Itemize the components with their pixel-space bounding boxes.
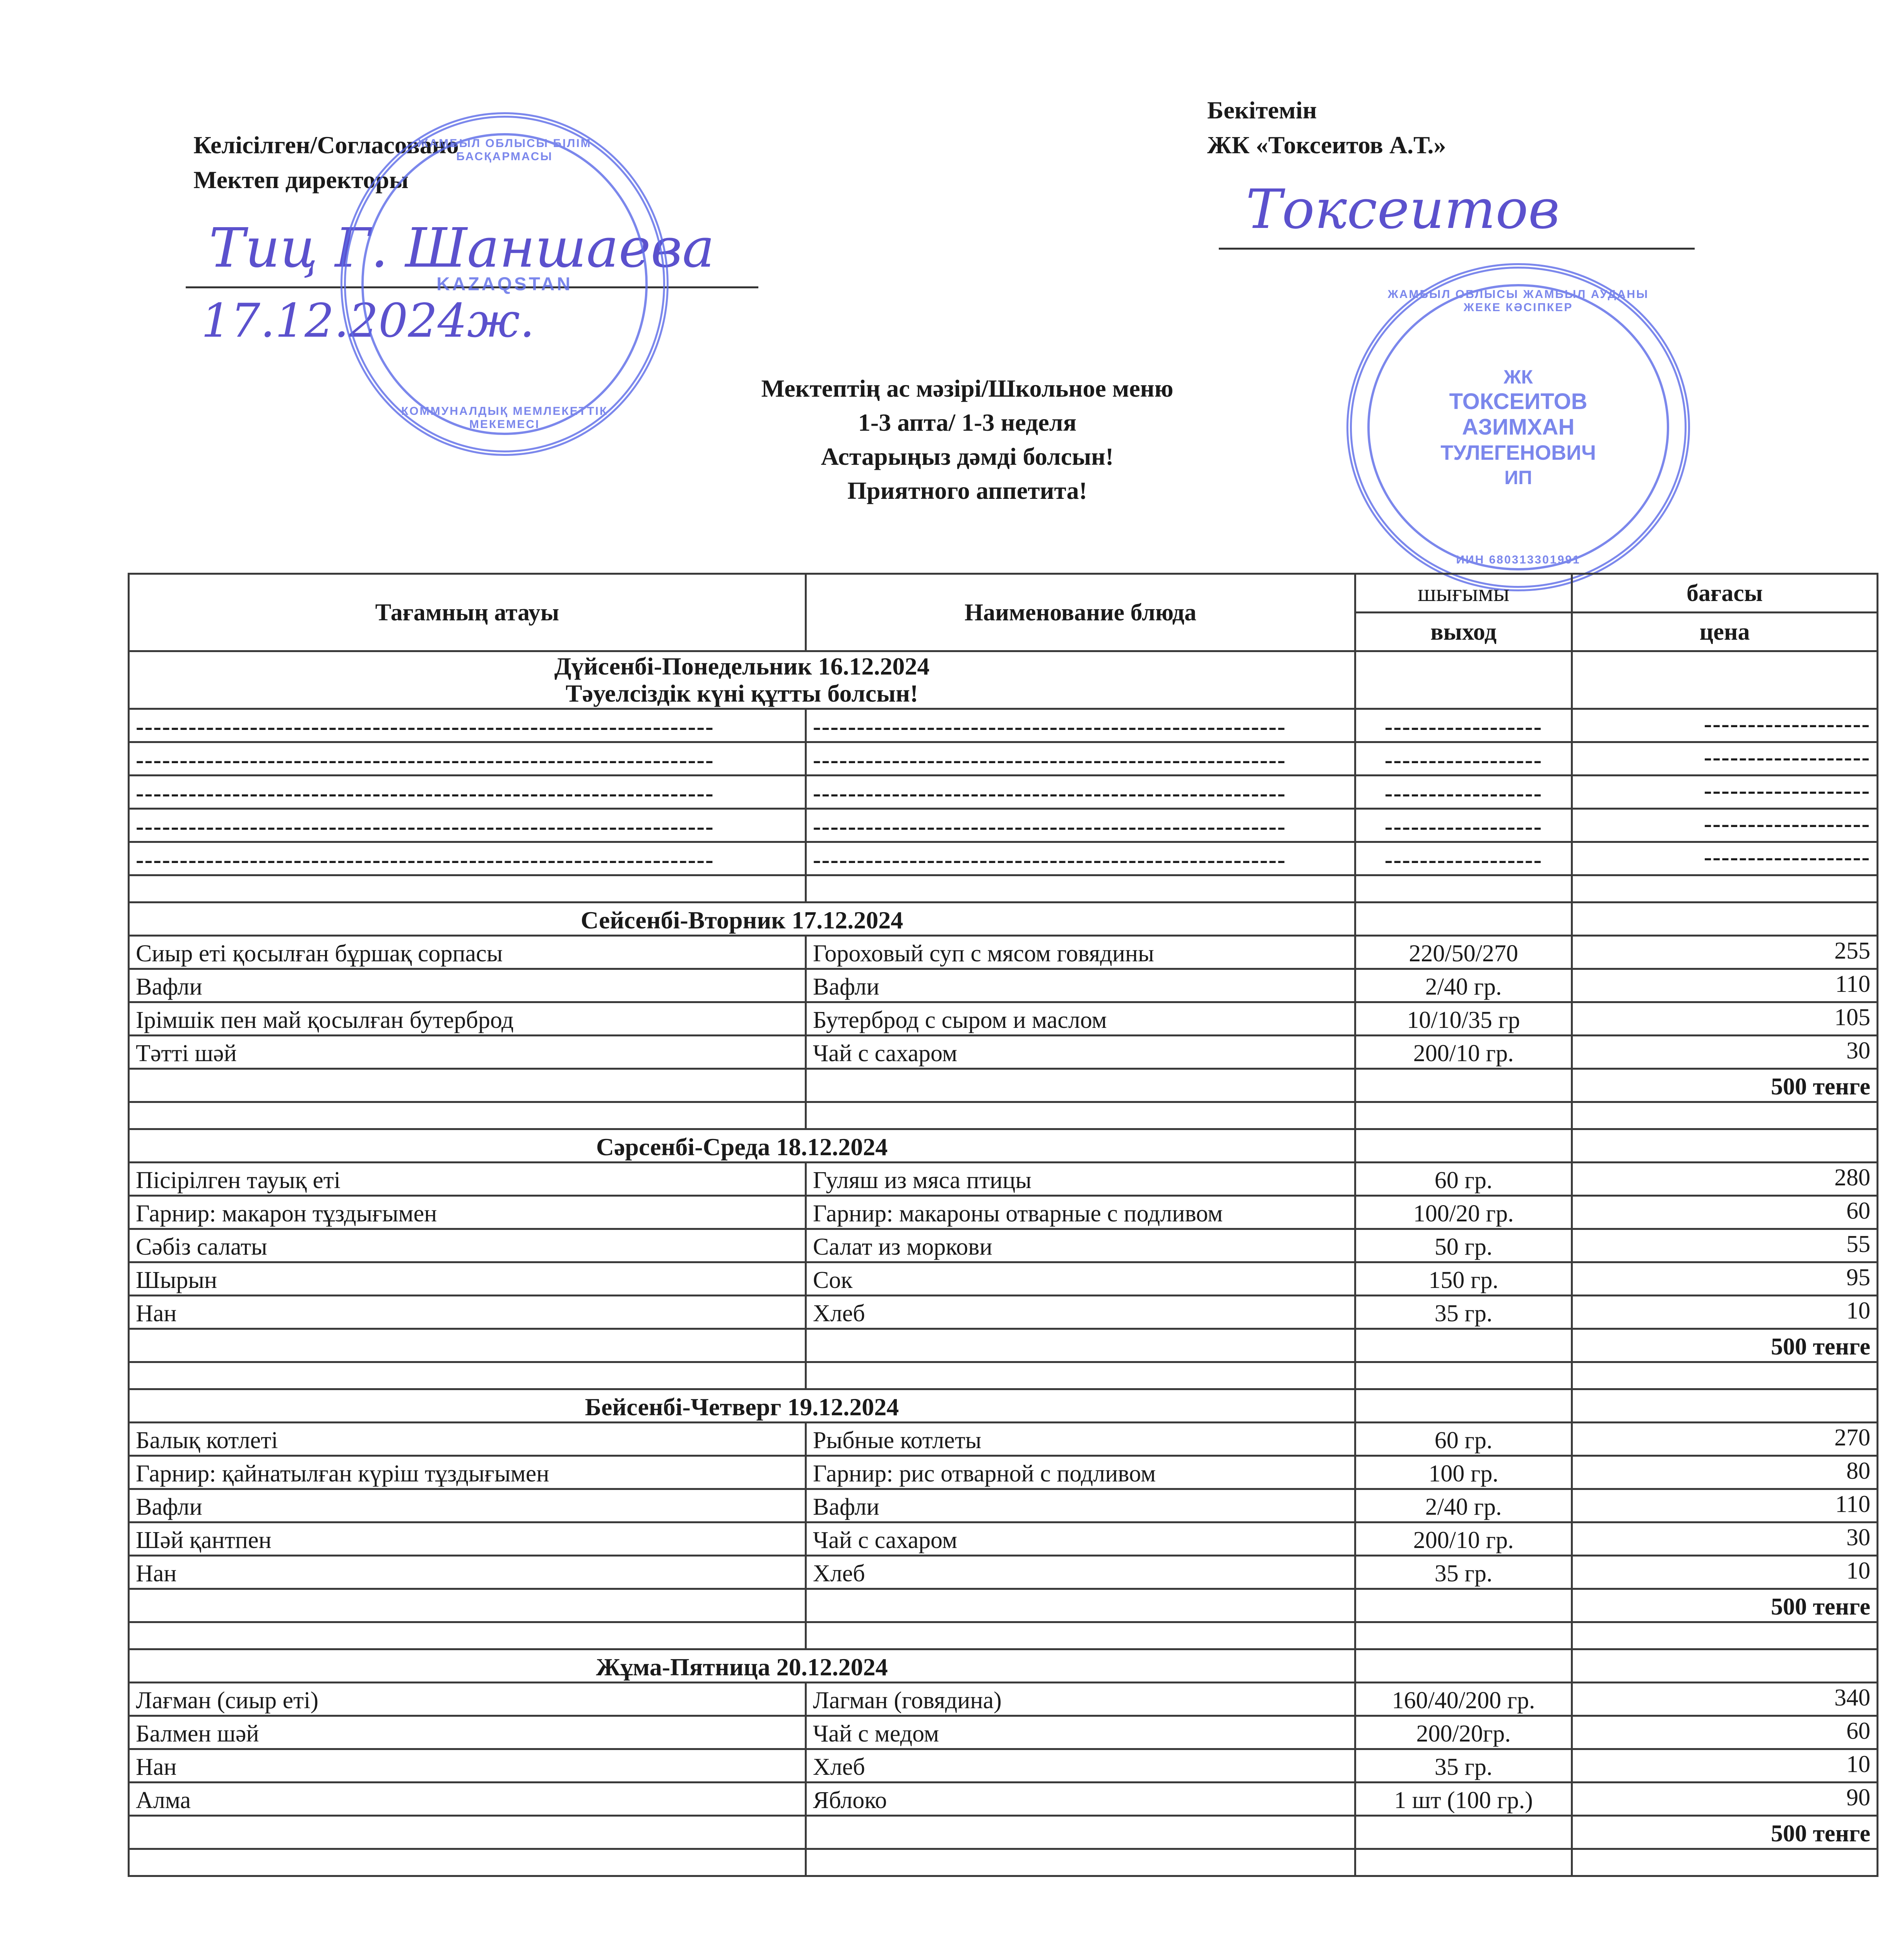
dash-ru: ------------------------------------------------------ bbox=[806, 742, 1355, 776]
stamp-line-1: ЖК bbox=[1504, 366, 1533, 388]
dish-name-kz: Сәбіз салаты bbox=[129, 1229, 806, 1262]
spacer-cell bbox=[806, 875, 1355, 902]
menu-item-row bbox=[129, 1002, 1878, 1036]
dish-name-kz: Вафли bbox=[129, 969, 806, 1002]
day-title-cell bbox=[129, 1649, 1355, 1683]
dish-yield: 10/10/35 гр bbox=[1355, 1002, 1572, 1036]
day-price-empty bbox=[1572, 902, 1878, 936]
spacer-cell bbox=[129, 1362, 806, 1389]
dash-kz: ------------------------------------------------------------------ bbox=[129, 809, 806, 842]
entrepreneur-stamp bbox=[1346, 263, 1690, 591]
dish-yield: 200/20гр. bbox=[1355, 1716, 1572, 1749]
total-empty-kz bbox=[129, 1816, 806, 1849]
title-line-2: 1-3 апта/ 1-3 неделя bbox=[858, 409, 1077, 436]
dish-name-ru: Гарнир: рис отварной с подливом bbox=[806, 1456, 1355, 1489]
dash-yield: ------------------ bbox=[1355, 776, 1572, 809]
day-price-empty bbox=[1572, 1129, 1878, 1163]
dish-price: 280 bbox=[1572, 1163, 1878, 1196]
placeholder-row bbox=[129, 709, 1878, 742]
spacer-cell bbox=[1572, 1622, 1878, 1649]
dish-price: 340 bbox=[1572, 1683, 1878, 1716]
confirm-block bbox=[1207, 93, 1446, 163]
total-empty-yield bbox=[1355, 1069, 1572, 1102]
dash-yield: ------------------ bbox=[1355, 809, 1572, 842]
dish-yield: 100/20 гр. bbox=[1355, 1196, 1572, 1229]
dish-name-kz: Нан bbox=[129, 1749, 806, 1783]
dish-yield: 50 гр. bbox=[1355, 1229, 1572, 1262]
dish-name-kz: Вафли bbox=[129, 1489, 806, 1522]
dish-yield: 2/40 гр. bbox=[1355, 1489, 1572, 1522]
day-title: Дүйсенбі-Понедельник 16.12.2024 bbox=[554, 652, 930, 680]
menu-item-row bbox=[129, 1456, 1878, 1489]
total-empty-kz bbox=[129, 1329, 806, 1362]
day-yield-empty bbox=[1355, 1389, 1572, 1423]
title-line-3: Астарыңыз дәмді болсын! bbox=[821, 443, 1114, 470]
dish-name-kz: Шырын bbox=[129, 1262, 806, 1296]
confirm-signature: Токсеитов bbox=[1246, 178, 1560, 241]
dish-price: 10 bbox=[1572, 1296, 1878, 1329]
total-empty-ru bbox=[806, 1069, 1355, 1102]
dash-yield: ------------------ bbox=[1355, 842, 1572, 875]
header-yield-kz: шығымы bbox=[1355, 574, 1572, 613]
dish-name-kz: Сиыр еті қосылған бұршақ сорпасы bbox=[129, 936, 806, 969]
day-title-cell bbox=[129, 902, 1355, 936]
stamp-line-3: АЗИМХАН bbox=[1462, 414, 1575, 440]
day-total-row bbox=[129, 1069, 1878, 1102]
confirm-label: Бекітемін bbox=[1207, 96, 1317, 124]
total-empty-yield bbox=[1355, 1589, 1572, 1622]
header-yield-ru: выход bbox=[1355, 613, 1572, 651]
school-stamp bbox=[340, 112, 669, 456]
stamp-emblem-label: KAZAQSTAN bbox=[436, 274, 573, 295]
dish-name-kz: Пісірілген тауық еті bbox=[129, 1163, 806, 1196]
dish-price: 10 bbox=[1572, 1749, 1878, 1783]
spacer-cell bbox=[1572, 1102, 1878, 1129]
spacer-cell bbox=[1572, 1849, 1878, 1876]
approved-role: Мектеп директоры bbox=[193, 166, 409, 194]
dish-yield: 200/10 гр. bbox=[1355, 1522, 1572, 1556]
dish-name-kz: Гарнир: қайнатылған күріш тұздығымен bbox=[129, 1456, 806, 1489]
day-header-row bbox=[129, 1389, 1878, 1423]
title-line-4: Приятного аппетита! bbox=[847, 477, 1087, 504]
dash-price: ------------------- bbox=[1572, 842, 1878, 875]
dish-price: 110 bbox=[1572, 969, 1878, 1002]
spacer-cell bbox=[1355, 875, 1572, 902]
director-signature-date: 17.12.2024ж. bbox=[201, 294, 535, 348]
dish-yield: 2/40 гр. bbox=[1355, 969, 1572, 1002]
spacer-cell bbox=[806, 1622, 1355, 1649]
dash-yield: ------------------ bbox=[1355, 709, 1572, 742]
day-yield-empty bbox=[1355, 902, 1572, 936]
menu-item-row bbox=[129, 936, 1878, 969]
total-empty-ru bbox=[806, 1589, 1355, 1622]
dish-name-kz: Тәтті шәй bbox=[129, 1036, 806, 1069]
menu-table bbox=[128, 573, 1878, 1877]
dash-kz: ------------------------------------------------------------------ bbox=[129, 842, 806, 875]
menu-item-row bbox=[129, 1522, 1878, 1556]
day-title-cell bbox=[129, 1389, 1355, 1423]
dash-ru: ------------------------------------------------------ bbox=[806, 776, 1355, 809]
spacer-cell bbox=[1355, 1362, 1572, 1389]
placeholder-row bbox=[129, 776, 1878, 809]
dish-price: 80 bbox=[1572, 1456, 1878, 1489]
dash-price: ------------------- bbox=[1572, 809, 1878, 842]
menu-body bbox=[129, 651, 1878, 1876]
dish-yield: 60 гр. bbox=[1355, 1423, 1572, 1456]
dish-name-ru: Салат из моркови bbox=[806, 1229, 1355, 1262]
dish-price: 255 bbox=[1572, 936, 1878, 969]
spacer-row bbox=[129, 1849, 1878, 1876]
dash-ru: ------------------------------------------------------ bbox=[806, 809, 1355, 842]
day-total: 500 тенге bbox=[1572, 1329, 1878, 1362]
dish-price: 110 bbox=[1572, 1489, 1878, 1522]
spacer-row bbox=[129, 1622, 1878, 1649]
dash-yield: ------------------ bbox=[1355, 742, 1572, 776]
dash-price: ------------------- bbox=[1572, 709, 1878, 742]
dish-name-ru: Чай с медом bbox=[806, 1716, 1355, 1749]
menu-item-row bbox=[129, 1749, 1878, 1783]
menu-item-row bbox=[129, 1196, 1878, 1229]
spacer-cell bbox=[129, 875, 806, 902]
dish-name-ru: Хлеб bbox=[806, 1296, 1355, 1329]
dish-price: 60 bbox=[1572, 1716, 1878, 1749]
day-yield-empty bbox=[1355, 651, 1572, 709]
dish-price: 10 bbox=[1572, 1556, 1878, 1589]
director-signature: Тиц Г. Шаншаева bbox=[209, 217, 715, 280]
dish-yield: 1 шт (100 гр.) bbox=[1355, 1783, 1572, 1816]
placeholder-row bbox=[129, 842, 1878, 875]
total-empty-ru bbox=[806, 1329, 1355, 1362]
spacer-cell bbox=[806, 1849, 1355, 1876]
dish-name-ru: Хлеб bbox=[806, 1556, 1355, 1589]
dish-name-ru: Вафли bbox=[806, 1489, 1355, 1522]
day-title: Сейсенбі-Вторник 17.12.2024 bbox=[580, 906, 903, 934]
dish-name-ru: Чай с сахаром bbox=[806, 1036, 1355, 1069]
day-title: Жұма-Пятница 20.12.2024 bbox=[596, 1653, 888, 1681]
dish-name-kz: Алма bbox=[129, 1783, 806, 1816]
stamp-line-5: ИП bbox=[1504, 467, 1532, 488]
dish-name-ru: Вафли bbox=[806, 969, 1355, 1002]
menu-item-row bbox=[129, 1163, 1878, 1196]
spacer-cell bbox=[1355, 1102, 1572, 1129]
day-price-empty bbox=[1572, 1649, 1878, 1683]
menu-item-row bbox=[129, 1036, 1878, 1069]
header-price-kz: бағасы bbox=[1572, 574, 1878, 613]
total-empty-yield bbox=[1355, 1816, 1572, 1849]
dish-yield: 200/10 гр. bbox=[1355, 1036, 1572, 1069]
day-total: 500 тенге bbox=[1572, 1816, 1878, 1849]
dish-price: 105 bbox=[1572, 1002, 1878, 1036]
dish-name-kz: Балмен шәй bbox=[129, 1716, 806, 1749]
spacer-cell bbox=[806, 1102, 1355, 1129]
dish-name-kz: Балық котлеті bbox=[129, 1423, 806, 1456]
dash-kz: ------------------------------------------------------------------ bbox=[129, 709, 806, 742]
menu-item-row bbox=[129, 969, 1878, 1002]
dish-price: 270 bbox=[1572, 1423, 1878, 1456]
stamp-line-4: ТУЛЕГЕНОВИЧ bbox=[1440, 441, 1596, 464]
dish-name-kz: Гарнир: макарон тұздығымен bbox=[129, 1196, 806, 1229]
dish-name-kz: Нан bbox=[129, 1556, 806, 1589]
menu-item-row bbox=[129, 1783, 1878, 1816]
dish-price: 55 bbox=[1572, 1229, 1878, 1262]
day-title-cell bbox=[129, 651, 1355, 709]
dish-price: 30 bbox=[1572, 1036, 1878, 1069]
stamp-ring-top: ЖАМБЫЛ ОБЛЫСЫ ЖАМБЫЛ АУДАНЫ ЖЕКЕ КӘСІПКЕР bbox=[1387, 288, 1649, 314]
header-price-ru: цена bbox=[1572, 613, 1878, 651]
spacer-cell bbox=[129, 1622, 806, 1649]
spacer-cell bbox=[1572, 1362, 1878, 1389]
day-header-row bbox=[129, 1129, 1878, 1163]
day-subtitle: Тәуелсіздік күні құтты болсын! bbox=[565, 680, 919, 707]
dish-price: 60 bbox=[1572, 1196, 1878, 1229]
dish-name-ru: Гороховый суп с мясом говядины bbox=[806, 936, 1355, 969]
approved-label: Келісілген/Согласовано bbox=[193, 131, 459, 159]
spacer-cell bbox=[806, 1362, 1355, 1389]
day-header-row bbox=[129, 902, 1878, 936]
spacer-row bbox=[129, 1102, 1878, 1129]
dash-ru: ------------------------------------------------------ bbox=[806, 842, 1355, 875]
dish-price: 30 bbox=[1572, 1522, 1878, 1556]
dish-name-kz: Нан bbox=[129, 1296, 806, 1329]
document-title bbox=[638, 372, 1296, 508]
confirm-org: ЖК «Токсеитов А.Т.» bbox=[1207, 131, 1446, 159]
dish-name-ru: Лагман (говядина) bbox=[806, 1683, 1355, 1716]
menu-item-row bbox=[129, 1262, 1878, 1296]
dash-price: ------------------- bbox=[1572, 742, 1878, 776]
total-empty-kz bbox=[129, 1069, 806, 1102]
dish-name-ru: Гарнир: макароны отварные с подливом bbox=[806, 1196, 1355, 1229]
stamp-ring-top: ЖАМБЫЛ ОБЛЫСЫ БІЛІМ БАСҚАРМАСЫ bbox=[417, 137, 592, 163]
dish-yield: 60 гр. bbox=[1355, 1163, 1572, 1196]
menu-item-row bbox=[129, 1556, 1878, 1589]
dish-name-kz: Лағман (сиыр еті) bbox=[129, 1683, 806, 1716]
dish-price: 95 bbox=[1572, 1262, 1878, 1296]
dish-name-ru: Яблоко bbox=[806, 1783, 1355, 1816]
day-title-cell bbox=[129, 1129, 1355, 1163]
placeholder-row bbox=[129, 742, 1878, 776]
dish-yield: 35 гр. bbox=[1355, 1556, 1572, 1589]
day-total: 500 тенге bbox=[1572, 1069, 1878, 1102]
dish-name-ru: Сок bbox=[806, 1262, 1355, 1296]
stamp-line-2: ТОКСЕИТОВ bbox=[1449, 389, 1588, 414]
day-price-empty bbox=[1572, 651, 1878, 709]
day-total-row bbox=[129, 1329, 1878, 1362]
confirm-signature-line bbox=[1219, 248, 1695, 250]
menu-item-row bbox=[129, 1229, 1878, 1262]
day-total-row bbox=[129, 1816, 1878, 1849]
title-line-1: Мектептің ас мәзірі/Школьное меню bbox=[761, 375, 1174, 402]
stamp-inner-ring bbox=[361, 133, 648, 435]
dish-yield: 150 гр. bbox=[1355, 1262, 1572, 1296]
spacer-cell bbox=[129, 1849, 806, 1876]
stamp-ring-bottom: ИИН 680313301991 bbox=[1456, 553, 1581, 566]
spacer-cell bbox=[1355, 1622, 1572, 1649]
spacer-cell bbox=[1355, 1849, 1572, 1876]
day-title: Бейсенбі-Четверг 19.12.2024 bbox=[585, 1393, 899, 1421]
day-header-row bbox=[129, 1649, 1878, 1683]
day-price-empty bbox=[1572, 1389, 1878, 1423]
dish-price: 90 bbox=[1572, 1783, 1878, 1816]
dish-name-ru: Чай с сахаром bbox=[806, 1522, 1355, 1556]
dish-yield: 220/50/270 bbox=[1355, 936, 1572, 969]
day-header-row bbox=[129, 651, 1878, 709]
dish-yield: 35 гр. bbox=[1355, 1749, 1572, 1783]
menu-item-row bbox=[129, 1489, 1878, 1522]
dish-name-kz: Шәй қантпен bbox=[129, 1522, 806, 1556]
stamp-inner-ring bbox=[1367, 284, 1669, 570]
total-empty-ru bbox=[806, 1816, 1355, 1849]
menu-item-row bbox=[129, 1716, 1878, 1749]
dash-kz: ------------------------------------------------------------------ bbox=[129, 742, 806, 776]
header-name-kz: Тағамның атауы bbox=[129, 574, 806, 651]
spacer-row bbox=[129, 875, 1878, 902]
menu-item-row bbox=[129, 1683, 1878, 1716]
dish-yield: 160/40/200 гр. bbox=[1355, 1683, 1572, 1716]
spacer-row bbox=[129, 1362, 1878, 1389]
stamp-ring-bottom: КОММУНАЛДЫҚ МЕМЛЕКЕТТІК МЕКЕМЕСІ bbox=[401, 405, 608, 431]
dish-yield: 35 гр. bbox=[1355, 1296, 1572, 1329]
day-total-row bbox=[129, 1589, 1878, 1622]
dish-yield: 100 гр. bbox=[1355, 1456, 1572, 1489]
placeholder-row bbox=[129, 809, 1878, 842]
menu-item-row bbox=[129, 1296, 1878, 1329]
spacer-cell bbox=[129, 1102, 806, 1129]
dish-name-ru: Рыбные котлеты bbox=[806, 1423, 1355, 1456]
day-yield-empty bbox=[1355, 1649, 1572, 1683]
header-name-ru: Наименование блюда bbox=[806, 574, 1355, 651]
menu-item-row bbox=[129, 1423, 1878, 1456]
day-title: Сәрсенбі-Среда 18.12.2024 bbox=[596, 1133, 888, 1161]
dash-kz: ------------------------------------------------------------------ bbox=[129, 776, 806, 809]
total-empty-yield bbox=[1355, 1329, 1572, 1362]
dash-price: ------------------- bbox=[1572, 776, 1878, 809]
dish-name-kz: Ірімшік пен май қосылған бутерброд bbox=[129, 1002, 806, 1036]
dish-name-ru: Бутерброд с сыром и маслом bbox=[806, 1002, 1355, 1036]
day-yield-empty bbox=[1355, 1129, 1572, 1163]
dash-ru: ------------------------------------------------------ bbox=[806, 709, 1355, 742]
table-header-row bbox=[129, 574, 1878, 613]
spacer-cell bbox=[1572, 875, 1878, 902]
total-empty-kz bbox=[129, 1589, 806, 1622]
dish-name-ru: Гуляш из мяса птицы bbox=[806, 1163, 1355, 1196]
day-total: 500 тенге bbox=[1572, 1589, 1878, 1622]
dish-name-ru: Хлеб bbox=[806, 1749, 1355, 1783]
